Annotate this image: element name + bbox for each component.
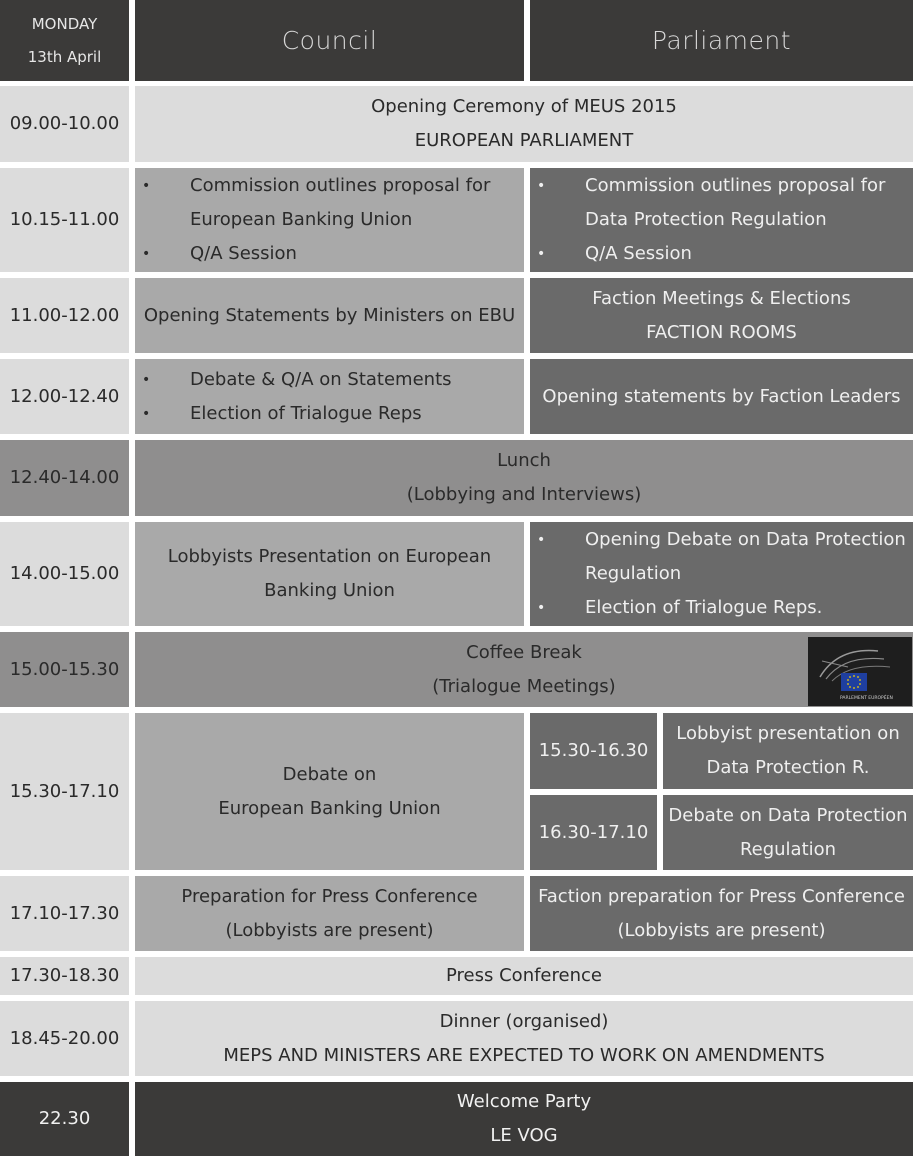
opening-ceremony-cell bbox=[135, 86, 913, 162]
event-title-line: Debate on bbox=[282, 763, 377, 785]
event-title: Dinner (organised) bbox=[439, 1010, 609, 1032]
council-press-prep-cell bbox=[135, 876, 524, 951]
bullet-item-continuation: European Banking Union bbox=[190, 209, 413, 230]
bullet-item: • Commission outlines proposal for bbox=[135, 169, 524, 203]
bullet-item-continuation: Regulation bbox=[585, 563, 682, 584]
event-title: Lunch bbox=[497, 450, 551, 471]
day-label: MONDAY bbox=[31, 14, 98, 33]
bullet-item: • Election of Trialogue Reps. bbox=[530, 591, 913, 625]
coffee-break-cell bbox=[135, 632, 913, 707]
time-slot: 17.30-18.30 bbox=[0, 957, 129, 995]
event-note: (Lobbyists are present) bbox=[225, 919, 434, 941]
sub-time-slot: 16.30-17.10 bbox=[530, 795, 657, 870]
council-commission-proposal-cell bbox=[135, 168, 524, 272]
time-slot: 12.40-14.00 bbox=[0, 440, 129, 516]
council-debate-ebu-cell bbox=[135, 713, 524, 870]
bullet-item: • Debate & Q/A on Statements bbox=[135, 363, 524, 397]
event-title-line: Lobbyists Presentation on European bbox=[167, 546, 492, 567]
event-title: Faction preparation for Press Conference bbox=[538, 885, 905, 907]
event-title: Faction Meetings & Elections bbox=[592, 287, 851, 309]
dinner-cell bbox=[135, 1001, 913, 1076]
parliament-faction-meetings-cell bbox=[530, 278, 913, 353]
event-location: EUROPEAN PARLIAMENT bbox=[414, 130, 634, 151]
event-title: Opening Ceremony of MEUS 2015 bbox=[371, 96, 677, 117]
press-conference-cell: Press Conference bbox=[135, 957, 913, 995]
welcome-party-cell bbox=[135, 1082, 913, 1156]
council-column-header: Council bbox=[135, 0, 524, 81]
event-title: Welcome Party bbox=[456, 1091, 592, 1112]
parliament-debate-data-protection-cell bbox=[663, 795, 913, 870]
event-location: LE VOG bbox=[490, 1125, 558, 1146]
day-header bbox=[0, 0, 129, 81]
parliament-press-prep-cell bbox=[530, 876, 913, 951]
date-label: 13th April bbox=[27, 47, 102, 66]
time-slot: 18.45-20.00 bbox=[0, 1001, 129, 1076]
parliament-column-header: Parliament bbox=[530, 0, 913, 81]
event-location: FACTION ROOMS bbox=[646, 321, 797, 343]
event-note: (Lobbyists are present) bbox=[617, 919, 826, 941]
event-title-line: Debate on Data Protection bbox=[668, 804, 908, 826]
council-lobbyists-presentation-cell bbox=[135, 522, 524, 626]
event-title-line: European Banking Union bbox=[218, 797, 441, 819]
event-note: (Trialogue Meetings) bbox=[432, 675, 616, 697]
bullet-item: • Q/A Session bbox=[530, 237, 913, 271]
time-slot: 17.10-17.30 bbox=[0, 876, 129, 951]
time-slot: 12.00-12.40 bbox=[0, 359, 129, 434]
council-opening-statements-cell: Opening Statements by Ministers on EBU bbox=[135, 278, 524, 353]
parliament-emblem-icon bbox=[808, 637, 912, 706]
event-title: Preparation for Press Conference bbox=[181, 885, 478, 907]
event-title-line: Data Protection R. bbox=[706, 757, 870, 778]
time-slot: 14.00-15.00 bbox=[0, 522, 129, 626]
parliament-commission-proposal-cell bbox=[530, 168, 913, 272]
time-slot: 15.00-15.30 bbox=[0, 632, 129, 707]
bullet-item: • Q/A Session bbox=[135, 237, 524, 271]
parliament-lobbyist-presentation-cell bbox=[663, 713, 913, 789]
bullet-item: • Commission outlines proposal for bbox=[530, 169, 913, 203]
council-debate-cell bbox=[135, 359, 524, 434]
event-title-line: Lobbyist presentation on bbox=[676, 723, 900, 744]
event-note: MEPS AND MINISTERS ARE EXPECTED TO WORK ON AMENDMENTS bbox=[223, 1044, 825, 1066]
event-note: (Lobbying and Interviews) bbox=[406, 484, 642, 505]
bullet-item: • Opening Debate on Data Protection bbox=[530, 523, 913, 557]
time-slot: 09.00-10.00 bbox=[0, 86, 129, 162]
time-slot: 11.00-12.00 bbox=[0, 278, 129, 353]
sub-time-slot: 15.30-16.30 bbox=[530, 713, 657, 789]
event-title-line: Banking Union bbox=[264, 580, 395, 601]
time-slot: 10.15-11.00 bbox=[0, 168, 129, 272]
parliament-opening-debate-cell bbox=[530, 522, 913, 626]
svg-text:PARLEMENT EUROPÉEN: PARLEMENT EUROPÉEN bbox=[840, 696, 893, 701]
time-slot: 22.30 bbox=[0, 1082, 129, 1156]
european-parliament-logo bbox=[808, 637, 912, 706]
time-slot: 15.30-17.10 bbox=[0, 713, 129, 870]
lunch-cell bbox=[135, 440, 913, 516]
bullet-item-continuation: Data Protection Regulation bbox=[585, 209, 827, 230]
event-title: Coffee Break bbox=[466, 641, 582, 663]
parliament-opening-statements-cell: Opening statements by Faction Leaders bbox=[530, 359, 913, 434]
bullet-item: • Election of Trialogue Reps bbox=[135, 397, 524, 431]
event-title-line: Regulation bbox=[739, 838, 837, 860]
